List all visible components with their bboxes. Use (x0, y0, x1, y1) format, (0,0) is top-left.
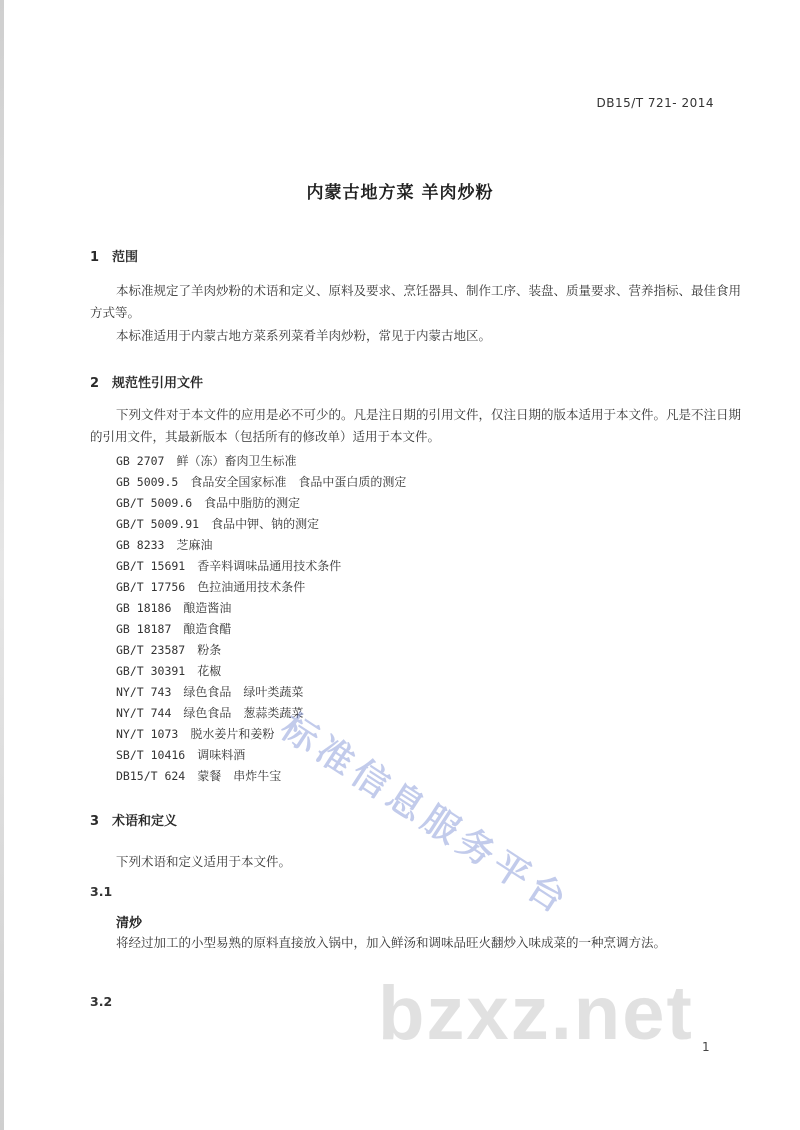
reference-name: 绿色食品 绿叶类蔬菜 (183, 685, 304, 699)
reference-code: GB 18187 (116, 622, 172, 636)
reference-code: SB/T 10416 (116, 748, 186, 762)
reference-name: 花椒 (197, 664, 222, 678)
reference-item (116, 452, 406, 473)
section-1-heading (90, 246, 138, 265)
reference-code: GB/T 23587 (116, 643, 186, 657)
reference-code: NY/T 743 (116, 685, 172, 699)
reference-name: 色拉油通用技术条件 (197, 580, 306, 594)
section-1-paragraph-2: 本标准适用于内蒙古地方菜系列菜肴羊肉炒粉，常见于内蒙古地区。 (116, 328, 492, 343)
reference-code: GB/T 17756 (116, 580, 186, 594)
reference-name: 调味料酒 (197, 748, 246, 762)
reference-code: NY/T 744 (116, 706, 172, 720)
page-title: 内蒙古地方菜 羊肉炒粉 (306, 183, 494, 203)
reference-code: DB15/T 624 (116, 769, 186, 783)
section-number: 3 (90, 814, 100, 829)
section-1-paragraph-1: 本标准规定了羊肉炒粉的术语和定义、原料及要求、烹饪器具、制作工序、装盘、质量要求、营养指标、最佳食用方式等。 (90, 283, 742, 320)
reference-name: 食品中脂肪的测定 (204, 496, 301, 510)
document-code: DB15/T 721- 2014 (596, 96, 714, 110)
reference-code: GB 18186 (116, 601, 172, 615)
reference-name: 蒙餐 串炸牛宝 (197, 769, 282, 783)
reference-item (116, 683, 406, 704)
section-2-heading (90, 372, 203, 391)
reference-name: 食品中钾、钠的测定 (211, 517, 320, 531)
term-definition: 将经过加工的小型易熟的原料直接放入锅中，加入鲜汤和调味品旺火翻炒入味成菜的一种烹调方法。 (116, 935, 667, 950)
section-number: 2 (90, 376, 100, 391)
reference-list (116, 452, 406, 788)
subsection-number: 3.2 (90, 994, 113, 1009)
term-title: 清炒 (116, 916, 143, 931)
reference-code: GB/T 5009.91 (116, 517, 200, 531)
section-title: 术语和定义 (112, 814, 178, 829)
reference-item (116, 620, 406, 641)
section-number: 1 (90, 250, 100, 265)
reference-name: 酿造食醋 (183, 622, 232, 636)
reference-name: 芝麻油 (176, 538, 213, 552)
reference-name: 食品安全国家标准 食品中蛋白质的测定 (190, 475, 407, 489)
scan-edge (0, 0, 4, 1130)
section-title: 范围 (112, 250, 139, 265)
section-3-intro: 下列术语和定义适用于本文件。 (116, 854, 292, 869)
reference-item (116, 662, 406, 683)
reference-item (116, 494, 406, 515)
reference-code: GB/T 5009.6 (116, 496, 193, 510)
subsection-number: 3.1 (90, 884, 113, 899)
reference-item (116, 641, 406, 662)
reference-item (116, 599, 406, 620)
reference-name: 酿造酱油 (183, 601, 232, 615)
reference-code: GB 2707 (116, 454, 165, 468)
reference-code: GB/T 15691 (116, 559, 186, 573)
reference-code: GB 8233 (116, 538, 165, 552)
reference-name: 鲜（冻）畜肉卫生标准 (176, 454, 297, 468)
watermark-text-en: bzxz.net (378, 971, 694, 1056)
reference-item (116, 473, 406, 494)
reference-name: 香辛料调味品通用技术条件 (197, 559, 342, 573)
reference-item (116, 704, 406, 725)
reference-code: GB 5009.5 (116, 475, 179, 489)
page-number: 1 (702, 1040, 710, 1054)
reference-name: 粉条 (197, 643, 222, 657)
section-2-intro: 下列文件对于本文件的应用是必不可少的。凡是注日期的引用文件，仅注日期的版本适用于本文件。凡是不注日期的引用文件，其最新版本（包括所有的修改单）适用于本文件。 (90, 407, 742, 444)
reference-name: 绿色食品 葱蒜类蔬菜 (183, 706, 304, 720)
watermark-text-cn: 标准信息服务平台 (273, 706, 578, 925)
section-title: 规范性引用文件 (112, 376, 204, 391)
section-3-heading (90, 810, 177, 829)
reference-code: NY/T 1073 (116, 727, 179, 741)
reference-item (116, 578, 406, 599)
reference-item (116, 536, 406, 557)
reference-item (116, 515, 406, 536)
reference-code: GB/T 30391 (116, 664, 186, 678)
reference-name: 脱水姜片和姜粉 (190, 727, 275, 741)
reference-item (116, 557, 406, 578)
